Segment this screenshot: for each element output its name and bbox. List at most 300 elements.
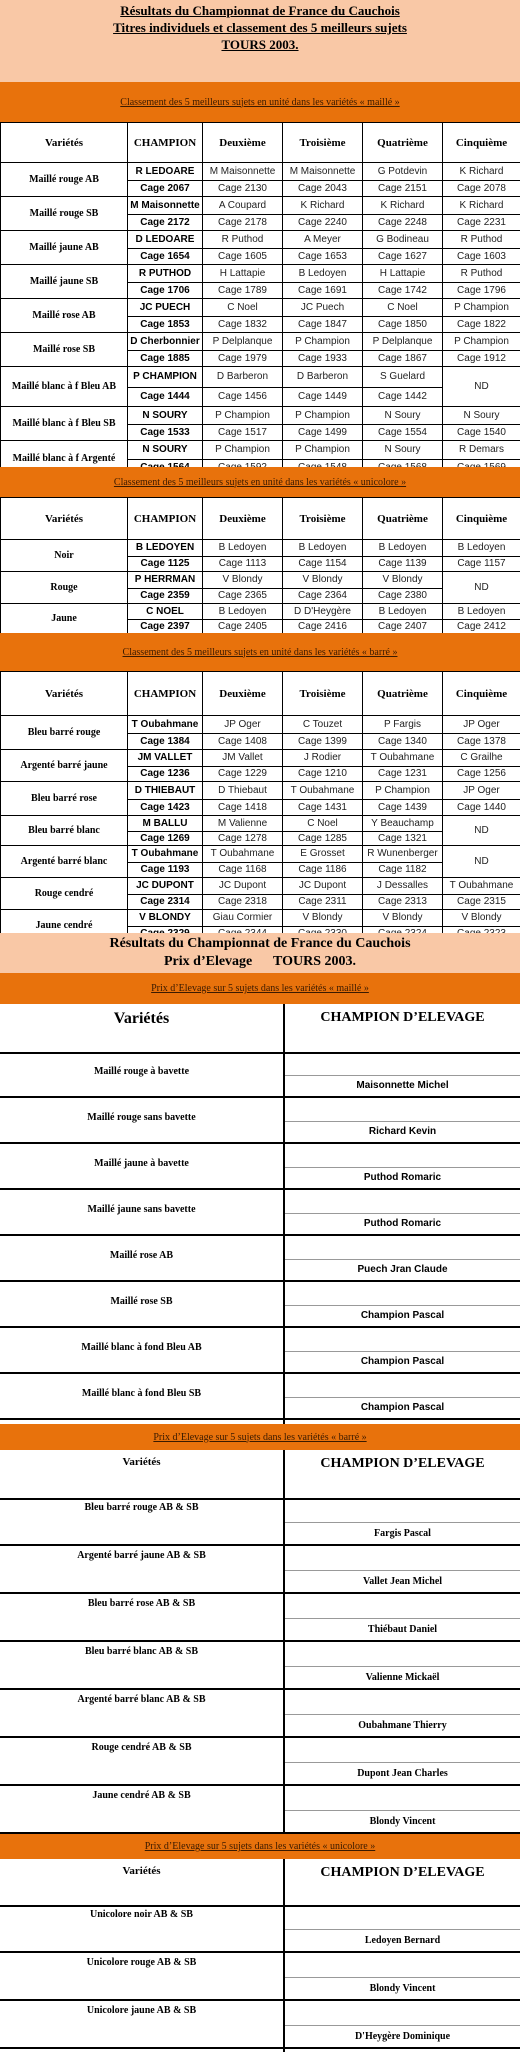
rank-cell (443, 163, 520, 197)
row-divider (285, 1570, 520, 1571)
table-header-row (1, 123, 520, 163)
rank-name: ND (474, 856, 489, 867)
rank-cage: Cage 1321 (363, 831, 442, 846)
rank-cage: Cage 1418 (203, 799, 282, 816)
elevage-unicolore (0, 1859, 520, 2052)
row-divider (285, 1305, 520, 1306)
rank-name: N Soury (463, 409, 500, 421)
champion-cage: Cage 2314 (128, 894, 202, 910)
rank-cell (443, 407, 520, 441)
champion-cell (128, 265, 203, 299)
rank-cage: Cage 1605 (203, 248, 282, 265)
elevage-header (0, 933, 520, 973)
rank-cell (443, 716, 520, 750)
rank-name: K Richard (380, 199, 425, 211)
champion-cell (128, 782, 203, 816)
variety-cell: Maillé jaune SB (1, 265, 128, 299)
rank-cell (363, 333, 443, 367)
rank-name: P Champion (295, 444, 350, 456)
rank-cell (443, 197, 520, 231)
rank-name: Giau Cormier (212, 912, 273, 924)
rank-name: C Grailhe (460, 752, 503, 764)
rank-cage: Cage 2078 (443, 180, 520, 197)
champion-name: R LEDOARE (135, 165, 195, 177)
rank-cage: Cage 2248 (363, 214, 442, 231)
rank-cage: Cage 2407 (363, 619, 442, 634)
rank-name: K Richard (459, 199, 504, 211)
champion-cage: Cage 1853 (128, 316, 202, 333)
winner-name: Richard Kevin (368, 1126, 437, 1137)
champion-name: V BLONDY (139, 912, 191, 924)
champion-name: P HERRMAN (134, 574, 196, 586)
rank-cage: Cage 2313 (363, 894, 442, 910)
winner-name: Champion Pascal (360, 1310, 445, 1321)
rank-cage: Cage 2178 (203, 214, 282, 231)
elevage-header-line2: Prix d’Elevage TOURS 2003. (164, 954, 356, 969)
rank-name: P Delplanque (212, 335, 273, 347)
row-divider (285, 1929, 520, 1930)
table-row (1, 299, 520, 333)
rank-cell (283, 716, 363, 750)
rank-cage: Cage 1210 (283, 766, 362, 782)
rank-name: JM Vallet (222, 752, 263, 764)
row-divider (285, 1397, 520, 1398)
rank-cell (203, 197, 283, 231)
rank-cage: Cage 1182 (363, 862, 442, 878)
rank-cell (203, 540, 283, 572)
rank-cage: Cage 1850 (363, 316, 442, 333)
champion-cage: Cage 1654 (128, 248, 202, 265)
winner-name: Blondy Vincent (369, 1816, 436, 1827)
winner-name: Blondy Vincent (369, 1983, 436, 1994)
rank-name: P Champion (295, 409, 350, 421)
results-header (0, 0, 520, 82)
rank-cage: Cage 1229 (203, 766, 282, 782)
rank-cage: Cage 1796 (443, 282, 520, 299)
rank-cell (203, 367, 283, 407)
champion-name: JM VALLET (137, 752, 193, 764)
row-divider (285, 1762, 520, 1763)
variety-label: Maillé blanc à fond Bleu AB (81, 1342, 202, 1353)
champion-cell (128, 878, 203, 910)
variety-label: Jaune cendré AB & SB (92, 1790, 191, 1801)
rank-name: ND (474, 825, 489, 836)
rank-name: P Fargis (383, 718, 422, 730)
rank-cage: Cage 1449 (283, 387, 362, 407)
rank-cage: Cage 1340 (363, 733, 442, 750)
rank-cage: Cage 2365 (203, 588, 282, 604)
rank-name: D Barberon (216, 371, 269, 383)
table-row (1, 163, 520, 197)
rank-name: T Oubahmane (449, 880, 514, 892)
rank-cell (443, 572, 520, 604)
rank-cage: Cage 2311 (283, 894, 362, 910)
rank-cell (283, 572, 363, 604)
rank-cell (283, 407, 363, 441)
variety-cell: Bleu barré rouge (1, 716, 128, 750)
rank-name: P Champion (454, 335, 509, 347)
rank-cell (363, 716, 443, 750)
variety-label: Maillé rose AB (109, 1250, 174, 1261)
column-header: Cinquième (443, 498, 520, 540)
rank-name: B Ledoyen (218, 542, 267, 554)
variety-cell: Argenté barré jaune (1, 750, 128, 782)
rank-cage: Cage 1822 (443, 316, 520, 333)
row-divider (285, 2025, 520, 2026)
band-unicolore: Classement des 5 meilleurs sujets en unité dans les variétés « unicolore » (0, 467, 520, 497)
champion-cell (128, 540, 203, 572)
champion-name: N SOURY (142, 409, 188, 421)
column-header: Troisième (283, 672, 363, 716)
rank-name: V Blondy (382, 574, 423, 586)
champion-cell (128, 299, 203, 333)
rank-name: JC Dupont (218, 880, 267, 892)
rank-name: B Ledoyen (298, 267, 347, 279)
row-divider (285, 1213, 520, 1214)
rank-name: B Ledoyen (457, 605, 506, 617)
rank-name: C Noel (307, 817, 338, 829)
variety-label: Maillé jaune sans bavette (87, 1204, 196, 1215)
rank-cage: Cage 1399 (283, 733, 362, 750)
row-divider (0, 1418, 520, 1420)
variety-cell: Maillé rose SB (1, 333, 128, 367)
row-divider (285, 1618, 520, 1619)
rank-name: M Maisonnette (289, 165, 356, 177)
column-header-varietes: Variétés (122, 1456, 161, 1468)
variety-label: Bleu barré rose AB & SB (87, 1598, 196, 1609)
rank-cell (363, 816, 443, 846)
elevage-maille (0, 1004, 520, 1424)
row-divider (0, 2047, 520, 2049)
rank-cage: Cage 1439 (363, 799, 442, 816)
row-divider (285, 1121, 520, 1122)
column-header: Deuxième (203, 123, 283, 163)
rank-cell (203, 604, 283, 634)
row-divider (285, 1522, 520, 1523)
rank-cell (283, 265, 363, 299)
row-divider (285, 1810, 520, 1811)
rank-cell (363, 878, 443, 910)
rank-cell (283, 878, 363, 910)
rank-cell (363, 572, 443, 604)
champion-cell (128, 407, 203, 441)
rank-cage: Cage 2315 (443, 894, 520, 910)
header-line1: Résultats du Championnat de France du Cauchois (120, 3, 400, 18)
results-table (0, 122, 520, 477)
winner-name: D'Heygère Dominique (354, 2031, 451, 2042)
rank-cell (283, 604, 363, 634)
table-maille (0, 122, 520, 477)
champion-cage: Cage 1706 (128, 282, 202, 299)
rank-cell (283, 540, 363, 572)
rank-cage: Cage 1256 (443, 766, 520, 782)
table-row (1, 716, 520, 750)
table-header-row (1, 498, 520, 540)
rank-cage: Cage 1742 (363, 282, 442, 299)
rank-name: S Guelard (379, 371, 426, 383)
rank-cell (443, 299, 520, 333)
rank-cage: Cage 2318 (203, 894, 282, 910)
rank-cage: Cage 1408 (203, 733, 282, 750)
winner-name: Champion Pascal (360, 1356, 445, 1367)
rank-name: T Oubahmane (210, 848, 275, 860)
rank-cell (203, 816, 283, 846)
band-elevage-unicolore: Prix d’Elevage sur 5 sujets dans les variétés « unicolore » (0, 1834, 520, 1859)
rank-cell (363, 367, 443, 407)
table-row (1, 816, 520, 846)
rank-cage: Cage 1440 (443, 799, 520, 816)
results-table (0, 497, 520, 634)
rank-cage: Cage 1517 (203, 424, 282, 441)
rank-cage: Cage 1285 (283, 831, 362, 846)
rank-cell (363, 163, 443, 197)
rank-cell (283, 163, 363, 197)
rank-cell (283, 816, 363, 846)
rank-cage: Cage 1431 (283, 799, 362, 816)
rank-cage: Cage 2412 (443, 619, 520, 634)
results-table (0, 671, 520, 942)
variety-label: Unicolore noir AB & SB (90, 1909, 193, 1920)
band-maille: Classement des 5 meilleurs sujets en unité dans les variétés « maillé » (0, 82, 520, 122)
variety-cell: Rouge cendré (1, 878, 128, 910)
rank-name: J Dessalles (376, 880, 429, 892)
winner-name: Valienne Mickaël (365, 1672, 440, 1683)
table-row (1, 782, 520, 816)
rank-name: JP Oger (224, 718, 261, 730)
table-row (1, 604, 520, 634)
champion-cell (128, 197, 203, 231)
rank-cage: Cage 2416 (283, 619, 362, 634)
column-header-varietes: Variétés (122, 1865, 161, 1877)
rank-cell (203, 878, 283, 910)
elevage-barre (0, 1450, 520, 1834)
variety-cell: Maillé rose AB (1, 299, 128, 333)
row-divider (285, 1351, 520, 1352)
champion-cage: Cage 2359 (128, 588, 202, 604)
rank-cage: Cage 1157 (443, 556, 520, 572)
column-header: Deuxième (203, 672, 283, 716)
champion-cage: Cage 1125 (128, 556, 202, 572)
variety-cell: Rouge (1, 572, 128, 604)
variety-label: Maillé blanc à fond Bleu SB (81, 1388, 202, 1399)
rank-name: V Blondy (302, 574, 343, 586)
row-divider (285, 1167, 520, 1168)
rank-cage: Cage 1554 (363, 424, 442, 441)
rank-cell (203, 716, 283, 750)
rank-name: R Wunenberger (367, 848, 438, 860)
champion-cage: Cage 2397 (128, 619, 202, 634)
winner-name: Puthod Romaric (363, 1218, 442, 1229)
table-row (1, 878, 520, 910)
rank-name: N Soury (384, 409, 421, 421)
champion-cage: Cage 2067 (128, 180, 202, 197)
elevage-header-row (0, 1450, 520, 1498)
rank-cell (363, 782, 443, 816)
rank-cage: Cage 1979 (203, 350, 282, 367)
winner-name: Maisonnette Michel (356, 1080, 449, 1091)
rank-cell (203, 265, 283, 299)
champion-cell (128, 572, 203, 604)
rank-name: H Lattapie (219, 267, 266, 279)
rank-name: JC Dupont (298, 880, 347, 892)
table-row (1, 846, 520, 878)
rank-name: Y Beauchamp (371, 817, 434, 829)
rank-cage: Cage 1847 (283, 316, 362, 333)
rank-name: R Puthod (221, 233, 264, 245)
column-header: CHAMPION (128, 123, 203, 163)
rank-cell (203, 846, 283, 878)
header-line3: TOURS 2003. (221, 37, 299, 52)
rank-name: ND (474, 582, 489, 593)
column-header: Variétés (1, 123, 128, 163)
champion-name: JC DUPONT (136, 880, 194, 892)
rank-cell (283, 231, 363, 265)
header-line2: Titres individuels et classement des 5 meilleurs sujets (113, 20, 407, 35)
rank-cell (363, 231, 443, 265)
rank-name: G Bodineau (376, 233, 429, 245)
rank-name: C Noel (227, 301, 258, 313)
rank-name: A Coupard (218, 199, 267, 211)
rank-name: K Richard (459, 165, 504, 177)
table-row (1, 407, 520, 441)
column-header: Variétés (1, 498, 128, 540)
rank-cell (203, 299, 283, 333)
rank-cell (283, 846, 363, 878)
rank-cell (363, 540, 443, 572)
row-divider (285, 1714, 520, 1715)
elevage-header-line1: Résultats du Championnat de France du Cauchois (109, 936, 411, 951)
rank-cage: Cage 1603 (443, 248, 520, 265)
rank-cage: Cage 1139 (363, 556, 442, 572)
table-row (1, 265, 520, 299)
table-row (1, 572, 520, 604)
rank-cell (363, 407, 443, 441)
band-elevage-maille: Prix d’Elevage sur 5 sujets dans les variétés « maillé » (0, 973, 520, 1004)
variety-label: Unicolore jaune AB & SB (86, 2005, 197, 2016)
row-divider (285, 1977, 520, 1978)
winner-name: Dupont Jean Charles (357, 1768, 448, 1779)
rank-cage: Cage 1867 (363, 350, 442, 367)
rank-cell (443, 750, 520, 782)
rank-cage: Cage 1278 (203, 831, 282, 846)
rank-name: M Maisonnette (209, 165, 276, 177)
champion-cell (128, 333, 203, 367)
rank-cage: Cage 2130 (203, 180, 282, 197)
champion-cell (128, 231, 203, 265)
rank-name: C Noel (387, 301, 418, 313)
rank-cell (443, 846, 520, 878)
rank-cell (443, 231, 520, 265)
rank-cell (443, 265, 520, 299)
column-header: Quatrième (363, 672, 443, 716)
rank-cage: Cage 1933 (283, 350, 362, 367)
rank-name: G Potdevin (377, 165, 428, 177)
rank-cage: Cage 1378 (443, 733, 520, 750)
rank-name: K Richard (300, 199, 345, 211)
rank-cage: Cage 1653 (283, 248, 362, 265)
variety-label: Maillé rouge sans bavette (87, 1112, 196, 1123)
champion-cage: Cage 1533 (128, 424, 202, 441)
rank-name: ND (474, 381, 489, 392)
rank-name: B Ledoyen (378, 605, 427, 617)
variety-label: Unicolore rouge AB & SB (86, 1957, 197, 1968)
rank-name: D Barberon (296, 371, 349, 383)
band-barre: Classement des 5 meilleurs sujets en unité dans les variétés « barré » (0, 633, 520, 671)
rank-name: V Blondy (382, 912, 423, 924)
variety-cell: Maillé rouge SB (1, 197, 128, 231)
rank-cage: Cage 1186 (283, 862, 362, 878)
rank-cell (363, 604, 443, 634)
elevage-header-row (0, 1859, 520, 1905)
column-header: CHAMPION (128, 672, 203, 716)
rank-cage: Cage 2151 (363, 180, 442, 197)
rank-cage: Cage 1113 (203, 556, 282, 572)
rank-name: P Champion (295, 335, 350, 347)
variety-label: Argenté barré blanc AB & SB (77, 1694, 206, 1705)
champion-cell (128, 367, 203, 407)
rank-cell (283, 299, 363, 333)
champion-name: M BALLU (142, 817, 188, 829)
rank-cage: Cage 2043 (283, 180, 362, 197)
winner-name: Fargis Pascal (374, 1528, 431, 1539)
rank-name: D D'Heygère (294, 605, 351, 617)
rank-cell (283, 367, 363, 407)
column-header: Deuxième (203, 498, 283, 540)
champion-cage: Cage 1269 (128, 831, 202, 846)
champion-name: B LEDOYEN (135, 542, 195, 554)
variety-label: Maillé rouge à bavette (93, 1066, 190, 1077)
variety-cell: Maillé rouge AB (1, 163, 128, 197)
champion-name: D THIEBAUT (134, 784, 196, 796)
column-header: CHAMPION (128, 498, 203, 540)
rank-name: P Champion (375, 784, 430, 796)
rank-cell (283, 750, 363, 782)
rank-cell (203, 163, 283, 197)
variety-cell: Bleu barré rose (1, 782, 128, 816)
column-header-champion: CHAMPION D’ELEVAGE (320, 1010, 485, 1025)
champion-name: P CHAMPION (133, 371, 197, 383)
rank-cell (283, 197, 363, 231)
champion-name: T Oubahmane (131, 718, 199, 730)
variety-cell: Maillé blanc à f Bleu SB (1, 407, 128, 441)
table-row (1, 540, 520, 572)
rank-cell (363, 299, 443, 333)
champion-cell (128, 716, 203, 750)
rank-cell (203, 407, 283, 441)
rank-cell (203, 572, 283, 604)
rank-name: H Lattapie (379, 267, 426, 279)
rank-cell (443, 782, 520, 816)
variety-cell: Jaune (1, 604, 128, 634)
champion-name: C NOEL (146, 605, 184, 617)
rank-name: B Ledoyen (298, 542, 347, 554)
rank-cage: Cage 2364 (283, 588, 362, 604)
rank-cage: Cage 1442 (363, 387, 442, 407)
rank-name: T Oubahmane (290, 784, 355, 796)
rank-name: R Puthod (460, 267, 503, 279)
rank-name: R Puthod (460, 233, 503, 245)
column-header: Variétés (1, 672, 128, 716)
champion-cell (128, 163, 203, 197)
rank-cage: Cage 1540 (443, 424, 520, 441)
table-row (1, 750, 520, 782)
champion-cage: Cage 1423 (128, 799, 202, 816)
champion-cage: Cage 1384 (128, 733, 202, 750)
column-header: Quatrième (363, 498, 443, 540)
variety-cell: Maillé jaune AB (1, 231, 128, 265)
winner-name: Puech Jran Claude (357, 1264, 448, 1275)
band-elevage-barre: Prix d’Elevage sur 5 sujets dans les variétés « barré » (0, 1424, 520, 1450)
